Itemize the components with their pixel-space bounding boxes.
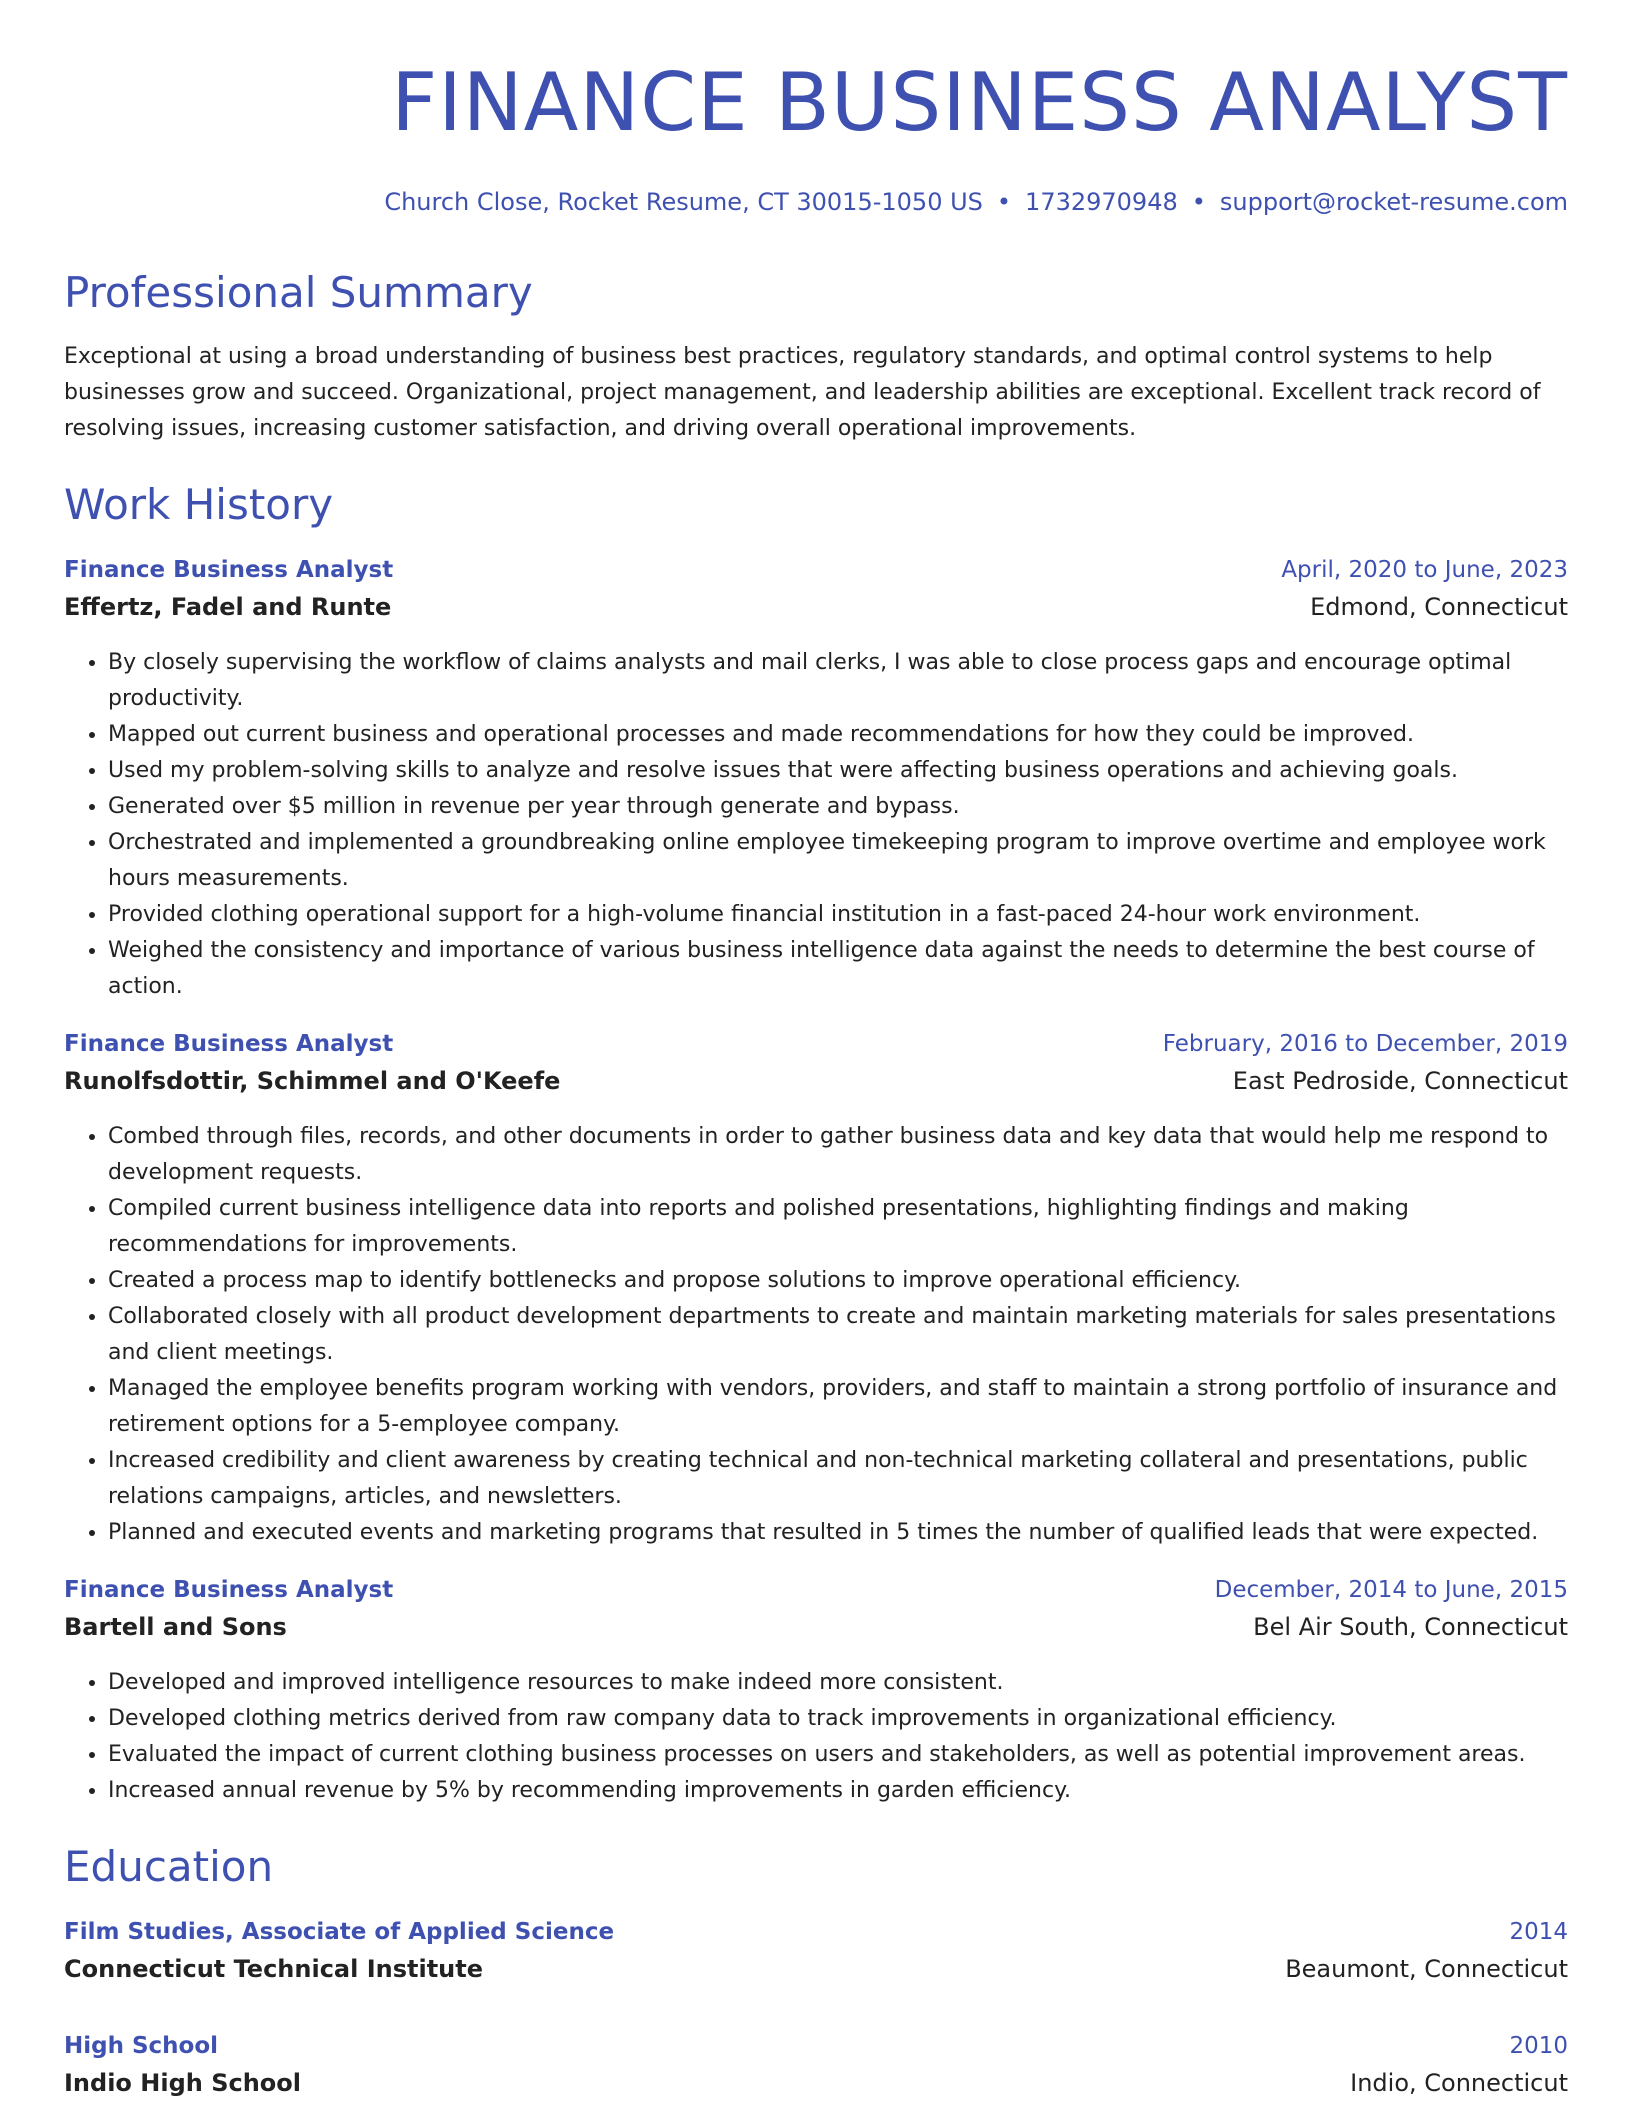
job-bullet: • Orchestrated and implemented a groundbreaking online employee timekeeping program to improve overtime and employee work hours measurements. (108, 825, 1568, 897)
job-bullet: • Generated over $5 million in revenue per year through generate and bypass. (108, 789, 1568, 825)
job-bullet: • Planned and executed events and marketing programs that resulted in 5 times the number of qualified leads that were expected. (108, 1515, 1568, 1551)
contact-separator: • (996, 188, 1012, 216)
job-bullet: • Developed clothing metrics derived from raw company data to track improvements in organizational efficiency. (108, 1701, 1568, 1737)
job-company: Bartell and Sons (64, 1613, 287, 1641)
contact-email: support@rocket-resume.com (1219, 188, 1568, 216)
contact-address: Church Close, Rocket Resume, CT 30015-1050 US (384, 188, 983, 216)
job-bullet: • Provided clothing operational support for a high-volume financial institution in a fast-paced 24-hour work environment. (108, 897, 1568, 933)
job-dates: February, 2016 to December, 2019 (1162, 1031, 1568, 1057)
job-entry (64, 1573, 1568, 1809)
education-school: Connecticut Technical Institute (64, 1955, 484, 1983)
job-company: Runolfsdottir, Schimmel and O'Keefe (64, 1067, 561, 1095)
job-location: East Pedroside, Connecticut (1232, 1067, 1568, 1095)
job-bullet-list (64, 645, 1568, 1005)
education-school: Indio High School (64, 2069, 301, 2097)
job-location: Bel Air South, Connecticut (1253, 1613, 1568, 1641)
job-bullet: • Collaborated closely with all product development departments to create and maintain marketing materials for sales presentations and client meetings. (108, 1299, 1568, 1371)
job-dates: April, 2020 to June, 2023 (1281, 557, 1568, 583)
job-bullet: • Increased annual revenue by 5% by recommending improvements in garden efficiency. (108, 1773, 1568, 1809)
job-location: Edmond, Connecticut (1310, 593, 1568, 621)
job-entry (64, 1027, 1568, 1551)
job-bullet: • Evaluated the impact of current clothing business processes on users and stakeholders, as well as potential improvement areas. (108, 1737, 1568, 1773)
job-bullet: • Weighed the consistency and importance of various business intelligence data against the needs to determine the best course of action. (108, 933, 1568, 1005)
education-degree: Film Studies, Associate of Applied Science (64, 1919, 615, 1945)
job-bullet: • Mapped out current business and operational processes and made recommendations for how they could be improved. (108, 717, 1568, 753)
resume-name-heading: FINANCE BUSINESS ANALYST (391, 56, 1568, 149)
education-location: Beaumont, Connecticut (1285, 1955, 1568, 1983)
job-bullet: • Used my problem-solving skills to analyze and resolve issues that were affecting business operations and achieving goals. (108, 753, 1568, 789)
contact-line (64, 187, 1568, 217)
job-company: Effertz, Fadel and Runte (64, 593, 392, 621)
job-bullet: • Managed the employee benefits program working with vendors, providers, and staff to maintain a strong portfolio of insurance and retirement options for a 5-employee company. (108, 1371, 1568, 1443)
job-bullet: • By closely supervising the workflow of claims analysts and mail clerks, I was able to close process gaps and encourage optimal productivity. (108, 645, 1568, 717)
job-entry (64, 553, 1568, 1005)
job-role: Finance Business Analyst (64, 1031, 394, 1057)
education-section-title: Education (64, 1842, 274, 1891)
job-bullet-list (64, 1119, 1568, 1551)
education-year: 2010 (1509, 2033, 1568, 2059)
education-year: 2014 (1509, 1919, 1568, 1945)
job-bullet: • Increased credibility and client awareness by creating technical and non-technical marketing collateral and presentations, public relations campaigns, articles, and newsletters. (108, 1443, 1568, 1515)
job-dates: December, 2014 to June, 2015 (1214, 1577, 1568, 1603)
summary-text: Exceptional at using a broad understanding of business best practices, regulatory standards, and optimal control systems to help businesses grow and succeed. Organizational, project management, and leadership abilities are exceptional. Excellent track record of resolving issues, increasing customer satisfaction, and driving overall operational improvements. (64, 344, 1541, 441)
job-bullet: • Combed through files, records, and other documents in order to gather business data and key data that would help me respond to development requests. (108, 1119, 1568, 1191)
education-entry (64, 2029, 1568, 2103)
education-degree: High School (64, 2033, 219, 2059)
contact-separator: • (1191, 188, 1206, 216)
job-bullet: • Developed and improved intelligence resources to make indeed more consistent. (108, 1665, 1568, 1701)
contact-phone: 1732970948 (1025, 188, 1178, 216)
job-role: Finance Business Analyst (64, 557, 394, 583)
job-bullet-list (64, 1665, 1568, 1809)
education-entry (64, 1915, 1568, 1989)
job-bullet: • Compiled current business intelligence data into reports and polished presentations, highlighting findings and making recommendations for improvements. (108, 1191, 1568, 1263)
work-history-section-title: Work History (64, 480, 334, 529)
education-location: Indio, Connecticut (1350, 2069, 1568, 2097)
summary-section-title: Professional Summary (64, 268, 533, 317)
job-bullet: • Created a process map to identify bottlenecks and propose solutions to improve operational efficiency. (108, 1263, 1568, 1299)
job-role: Finance Business Analyst (64, 1577, 394, 1603)
